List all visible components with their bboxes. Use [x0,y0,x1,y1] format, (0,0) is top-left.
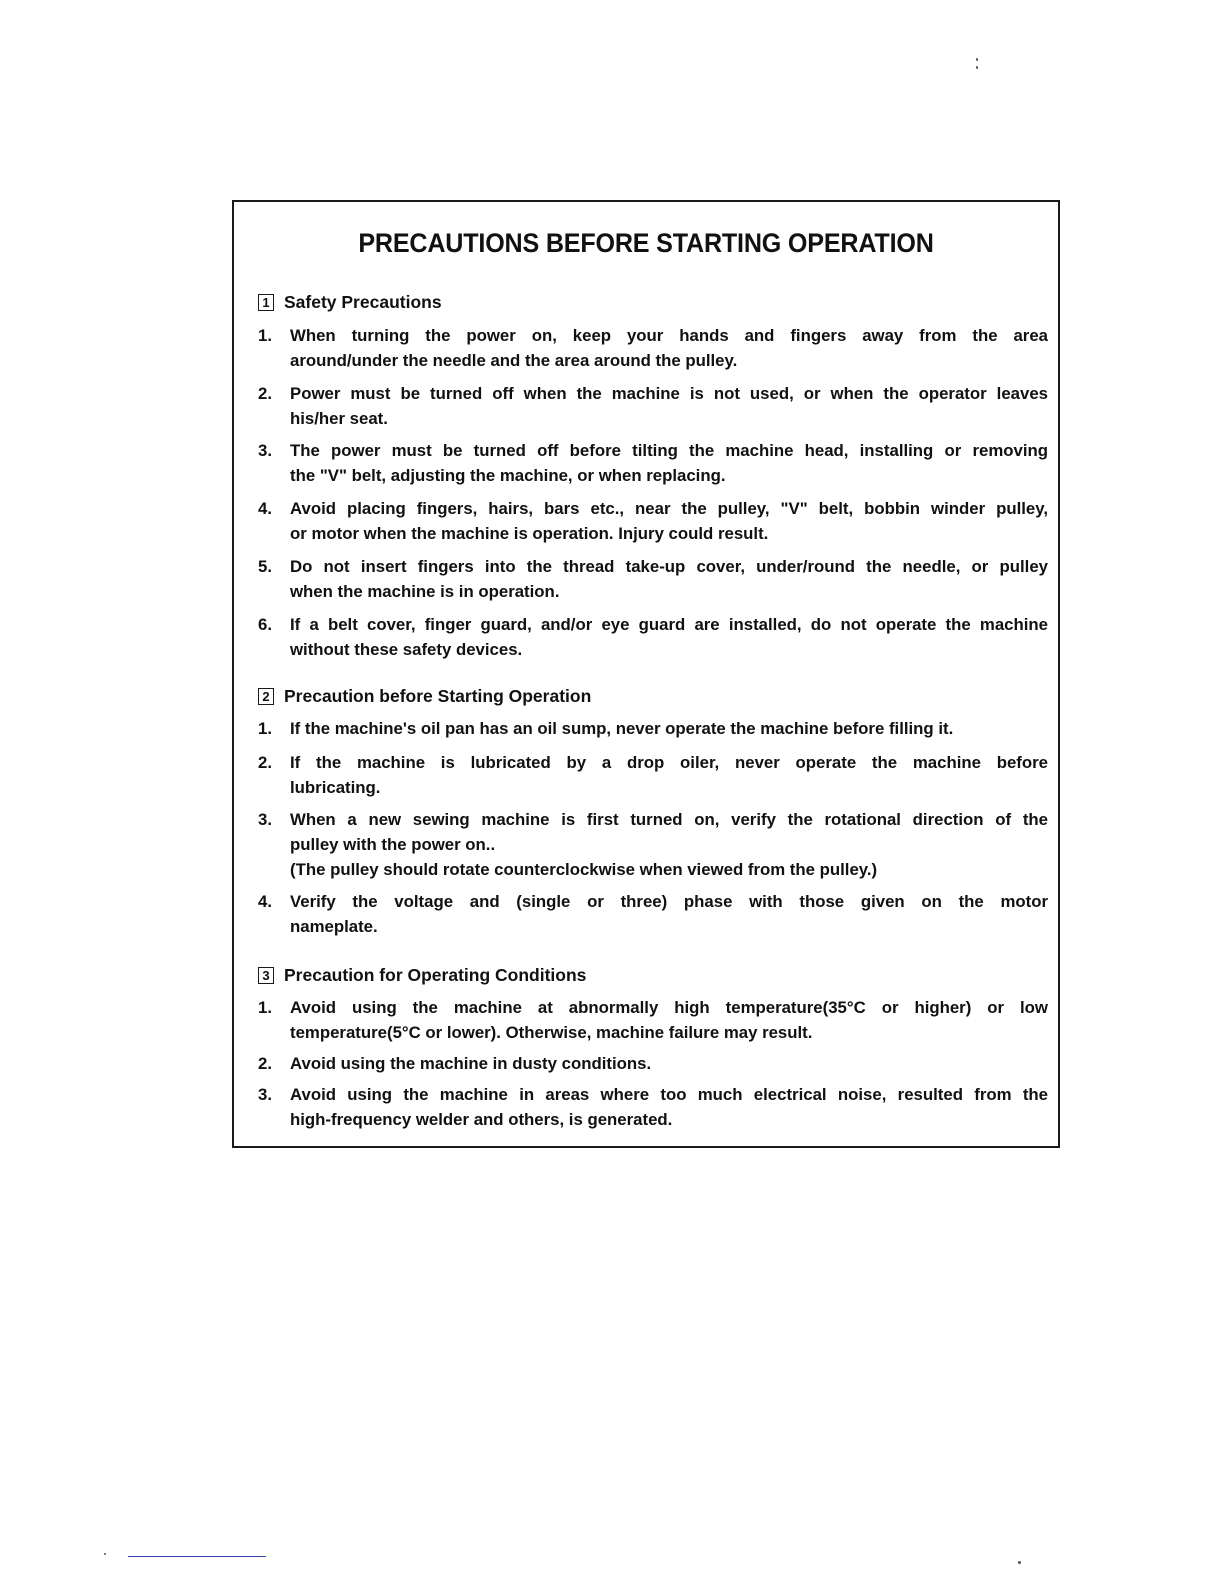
scan-speck [104,1553,106,1555]
list-item: 3. The power must be turned off before tilting the machine head, installing or removing the "V" belt, adjusting the machine, or when replacing. [258,441,1048,485]
section-number-box: 1 [258,294,274,311]
page-title: PRECAUTIONS BEFORE STARTING OPERATION [358,228,934,258]
list-item: 5. Do not insert fingers into the thread take-up cover, under/round the needle, or pulley when the machine is in operation. [258,557,1048,601]
section-heading: Precaution before Starting Operation [284,685,592,706]
section-number-box: 3 [258,967,274,984]
list-item: 2. Power must be turned off when the machine is not used, or when the operator leaves his/her seat. [258,384,1048,428]
list-item: 4. Verify the voltage and (single or three) phase with those given on the motor nameplate. [258,892,1048,936]
section-heading: Precaution for Operating Conditions [284,964,587,985]
section-header [258,963,1048,987]
list-item: 3. Avoid using the machine in areas where too much electrical noise, resulted from the high-frequency welder and others, is generated. [258,1085,1048,1129]
footer-rule [128,1556,266,1557]
list-item: 4. Avoid placing fingers, hairs, bars etc., near the pulley, "V" belt, bobbin winder pulley, or motor when the machine is operation. Injury could result. [258,499,1048,543]
precautions-box [232,200,1060,1148]
scan-speck [976,58,978,61]
scan-speck [976,66,978,69]
list-item: 2. Avoid using the machine in dusty conditions. [258,1054,652,1073]
list-item: 2. If the machine is lubricated by a drop oiler, never operate the machine before lubricating. [258,753,1048,797]
section-precaution-operating-conditions [258,963,1048,1129]
section-safety-precautions [258,290,1048,659]
section-number-box: 2 [258,688,274,705]
list-item: 6. If a belt cover, finger guard, and/or eye guard are installed, do not operate the machine without these safety devices. [258,615,1048,659]
list-item: 1. Avoid using the machine at abnormally high temperature(35°C or higher) or low temperature(5°C or lower). Otherwise, machine failure may result. [258,998,1048,1042]
list-item: 3. When a new sewing machine is first turned on, verify the rotational direction of the pulley with the power on.. (The pulley should rotate counterclockwise when viewed from the pulley.) [258,810,1048,879]
section-heading: Safety Precautions [284,291,442,312]
section-precaution-before-starting [258,684,1048,936]
section-header [258,684,1048,708]
section-header [258,290,1048,314]
scan-speck [1018,1561,1021,1564]
list-item: 1. If the machine's oil pan has an oil sump, never operate the machine before filling it. [258,719,954,738]
list-item: 1. When turning the power on, keep your hands and fingers away from the area around/under the needle and the area around the pulley. [258,326,1048,370]
